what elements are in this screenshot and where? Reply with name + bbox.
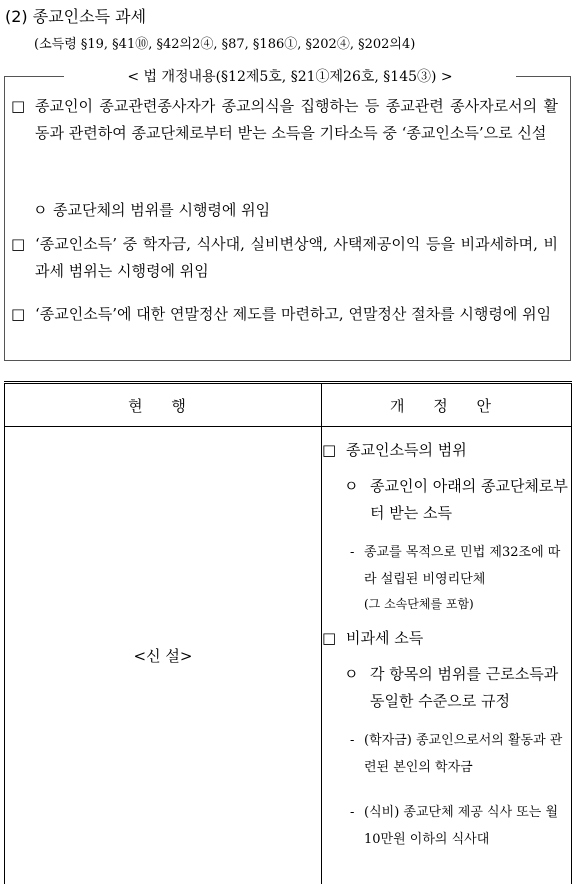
- revised-subitem: ㅇ 각 항목의 범위를 근로소득과 동일한 수준으로 규정: [322, 661, 571, 715]
- circle-bullet-icon: ㅇ: [344, 661, 359, 688]
- revised-item: □ 비과세 소득: [322, 625, 571, 652]
- dash-bullet-icon: -: [350, 539, 354, 566]
- checkbox-icon: □: [322, 437, 336, 464]
- revised-subitem: ㅇ 종교인이 아래의 종교단체로부터 받는 소득: [322, 473, 571, 527]
- current-text: <신 설>: [134, 647, 193, 665]
- checkbox-icon: □: [322, 625, 336, 652]
- checkbox-icon: □: [11, 231, 25, 258]
- comparison-table: [4, 381, 572, 884]
- amendment-subitem: [5, 197, 572, 224]
- checkbox-icon: □: [11, 93, 25, 120]
- amendment-item-text: 종교단체의 범위를 시행령에 위임: [53, 197, 558, 224]
- amendment-item-text: 종교인이 종교관련종사자가 종교의식을 집행하는 등 종교관련 종사자로서의 활동과 관련하여 종교단체로부터 받는 소득을 기타소득 중 ‘종교인소득’으로 신설: [35, 93, 558, 147]
- amendment-item-text: ‘종교인소득’에 대한 연말정산 제도를 마련하고, 연말정산 절차를 시행령에 위임: [35, 301, 558, 328]
- revised-detail: - (식비) 종교단체 제공 식사 또는 월 10만원 이하의 식사대: [322, 799, 571, 853]
- column-header-current: 현 행: [5, 383, 322, 427]
- amendment-item: [5, 301, 572, 328]
- revised-item: □ 종교인소득의 범위: [322, 437, 571, 464]
- statute-references: (소득령 §19, §41⑩, §42의2④, §87, §186①, §202④, §202의4): [34, 33, 415, 52]
- revised-cell: [322, 427, 572, 884]
- revised-detail: - (학자금) 종교인으로서의 활동과 관련된 본인의 학자금: [322, 727, 571, 781]
- dash-bullet-icon: -: [350, 727, 354, 754]
- revised-detail: - 종교를 목적으로 민법 제32조에 따라 설립된 비영리단체: [322, 539, 571, 593]
- amendment-box: [4, 76, 571, 361]
- amendment-item-text: ‘종교인소득’ 중 학자금, 식사대, 실비변상액, 사택제공이익 등을 비과세하며, 비과세 범위는 시행령에 위임: [35, 231, 558, 285]
- circle-bullet-icon: ㅇ: [344, 473, 359, 500]
- dash-bullet-icon: -: [350, 799, 354, 826]
- section-heading: (2) 종교인소득 과세: [5, 4, 146, 27]
- circle-bullet-icon: ㅇ: [33, 197, 48, 224]
- current-cell: [5, 427, 322, 884]
- amendment-box-title: < 법 개정내용(§12제5호, §21①제26호, §145③) >: [80, 66, 500, 86]
- amendment-item: [5, 231, 572, 285]
- checkbox-icon: □: [11, 301, 25, 328]
- amendment-item: [5, 93, 572, 147]
- revised-note: (그 소속단체를 포함): [322, 591, 571, 618]
- column-header-revised: 개 정 안: [322, 383, 572, 427]
